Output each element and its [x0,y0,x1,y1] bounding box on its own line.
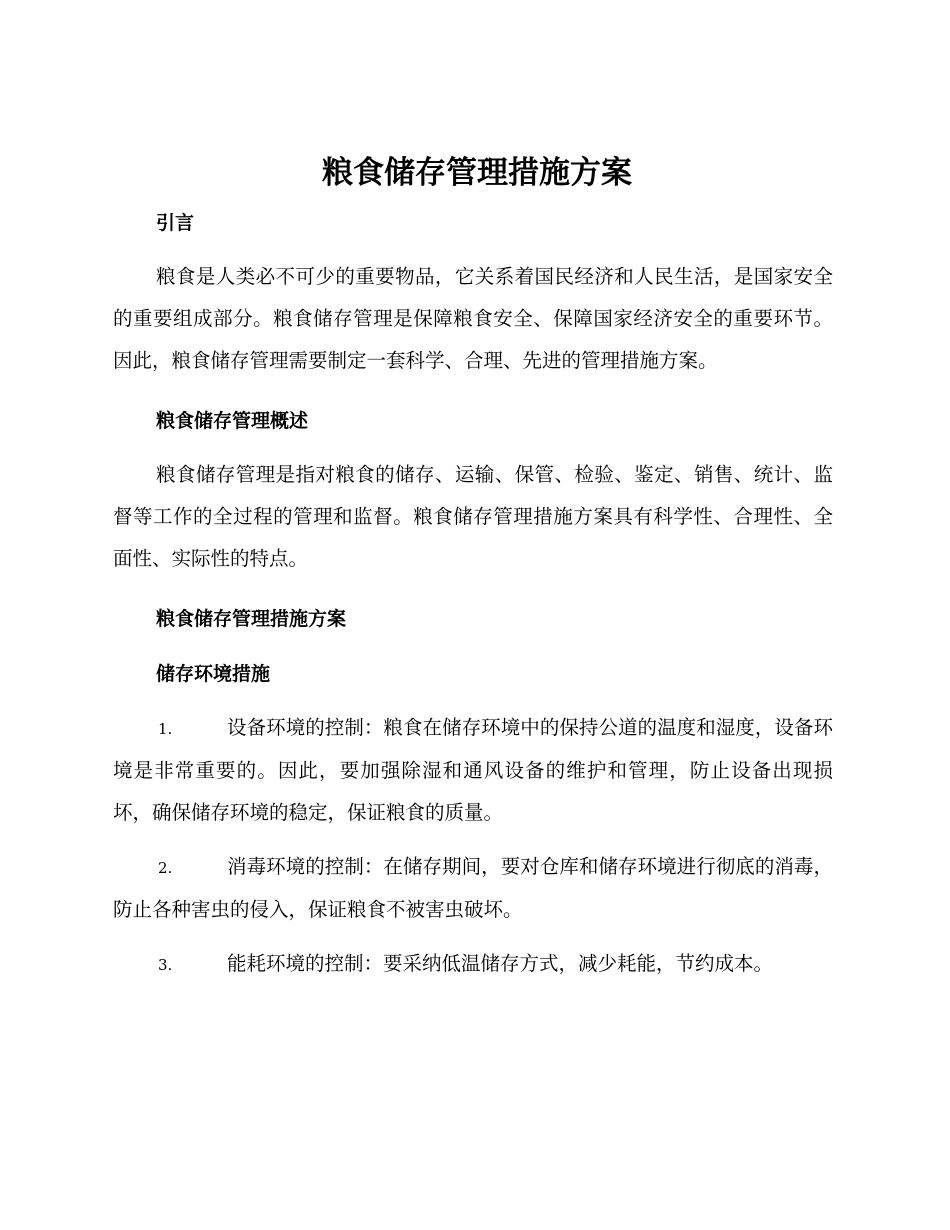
paragraph-overview: 粮食储存管理是指对粮食的储存、运输、保管、检验、鉴定、销售、统计、监督等工作的全过程的管理和监督。粮食储存管理措施方案具有科学性、合理性、全面性、实际性的特点。 [113,463,833,570]
section-heading-plan: 粮食储存管理措施方案 [156,608,347,630]
section-heading-environment: 储存环境措施 [156,663,271,685]
list-item [113,707,833,834]
document-title: 粮食储存管理措施方案 [322,155,632,191]
list-item-number: 1. [158,720,173,738]
section-heading-overview: 粮食储存管理概述 [156,410,309,432]
section-heading-intro: 引言 [156,212,195,234]
paragraph-intro: 粮食是人类必不可少的重要物品，它关系着国民经济和人民生活，是国家安全的重要组成部分。粮食储存管理是保障粮食安全、保障国家经济安全的重要环节。因此，粮食储存管理需要制定一套科学、合理、先进的管理措施方案。 [113,265,833,372]
list-item-number: 2. [158,859,173,877]
list-item [113,846,833,931]
list-item [113,943,833,986]
list-item-text: 消毒环境的控制：在储存期间，要对仓库和储存环境进行彻底的消毒，防止各种害虫的侵入，保证粮食不被害虫破坏。 [113,855,833,921]
list-item-number: 3. [158,956,173,974]
list-item-text: 能耗环境的控制：要采纳低温储存方式，减少耗能，节约成本。 [227,952,774,975]
list-item-text: 设备环境的控制：粮食在储存环境中的保持公道的温度和湿度，设备环境是非常重要的。因此，要加强除湿和通风设备的维护和管理，防止设备出现损坏，确保储存环境的稳定，保证粮食的质量。 [113,716,833,824]
document-body [113,148,833,986]
